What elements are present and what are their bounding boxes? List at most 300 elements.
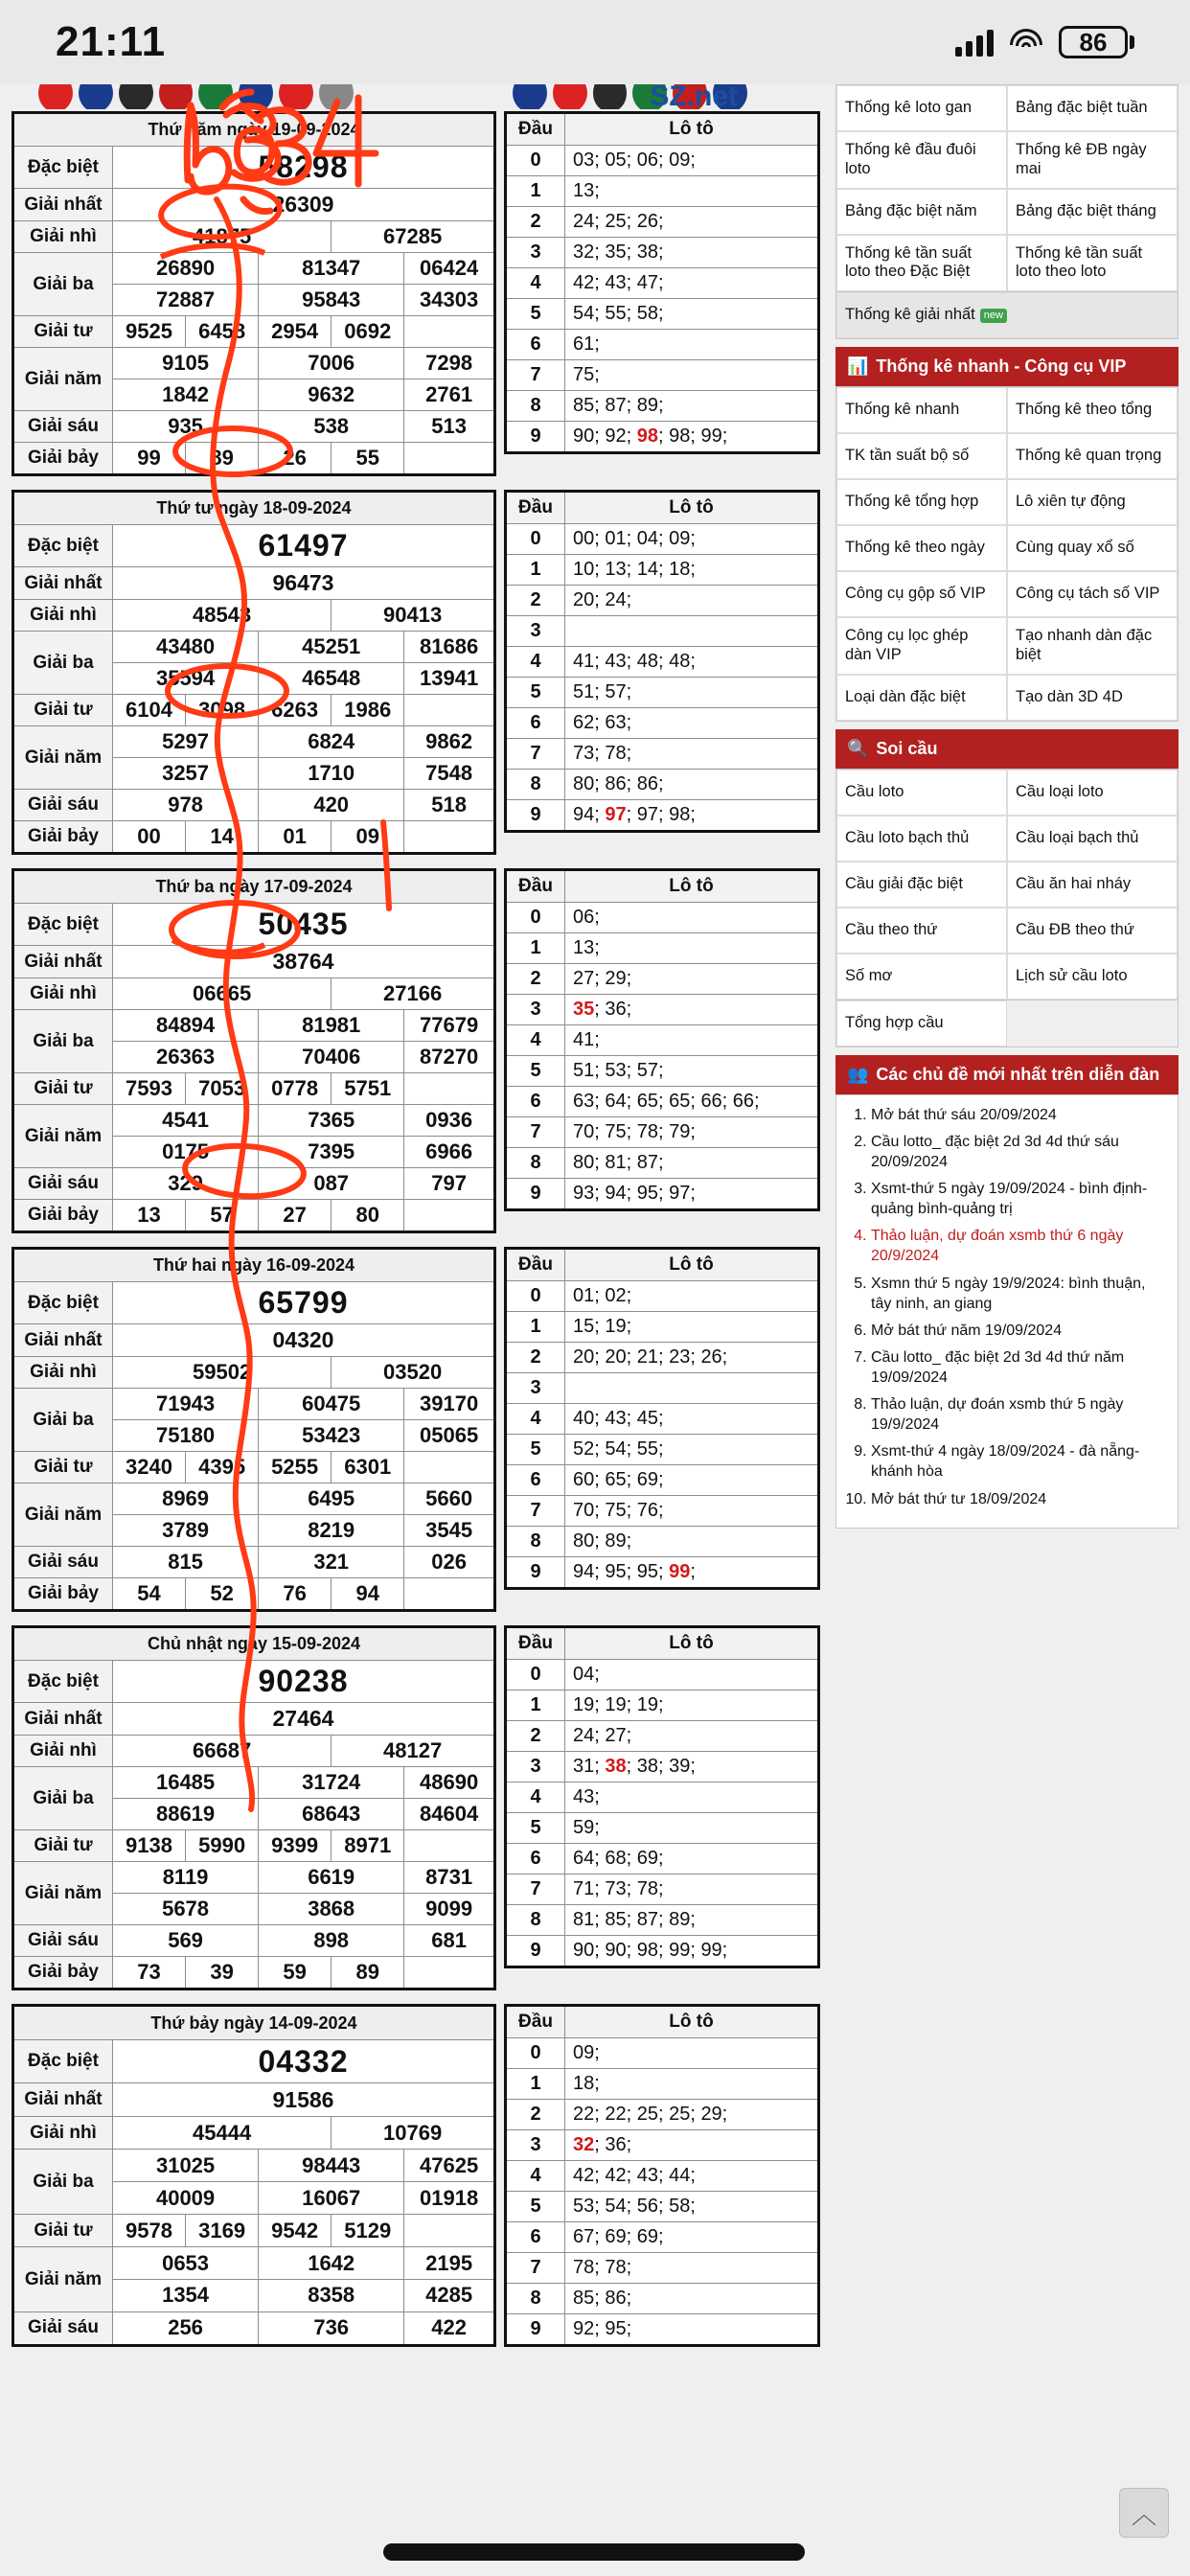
loto-col-loto: Lô tô: [565, 1627, 819, 1660]
prize-value: 7006: [259, 348, 404, 380]
loto-row: [506, 964, 819, 995]
prize-value: 70406: [259, 1042, 404, 1073]
prize-label: Giải tư: [13, 2215, 113, 2247]
prize-label: Giải nhì: [13, 1357, 113, 1389]
prize-value: 06665: [113, 978, 332, 1010]
loto-values: 00; 01; 04; 09;: [565, 524, 819, 555]
sidebar-item-5[interactable]: [1007, 189, 1178, 235]
sidebar-item-1[interactable]: [1007, 85, 1178, 131]
prize-value: 569: [113, 1925, 259, 1957]
prize-value: 09: [332, 821, 404, 854]
prize-value: 3240: [113, 1452, 186, 1484]
forum-item[interactable]: 2. Cầu lotto_ đặc biệt 2d 3d 4d thứ sáu 20/09/2024: [871, 1132, 1168, 1172]
sidebar-item-2[interactable]: [836, 131, 1007, 189]
cau-item-4[interactable]: [836, 862, 1007, 908]
prize-value: 978: [113, 790, 259, 821]
result-table-title: Chủ nhật ngày 15-09-2024: [13, 1627, 495, 1661]
prize-value: 91586: [113, 2083, 495, 2117]
sidebar-item-label: Tổng hợp cầu: [845, 1013, 944, 1031]
day-result-block: [11, 111, 822, 476]
prize-value: 39170: [404, 1389, 495, 1420]
sidebar-item-label: Bảng đặc biệt tháng: [1016, 201, 1156, 219]
wifi-icon: [1009, 29, 1043, 56]
fast-item-7[interactable]: [1007, 525, 1178, 571]
prize-value: 7365: [259, 1105, 404, 1137]
loto-dau: 4: [506, 268, 565, 299]
fast-item-13[interactable]: [1007, 675, 1178, 721]
day-result-block: [11, 1247, 822, 1612]
cau-item-3[interactable]: [1007, 816, 1178, 862]
day-result-block: [11, 1625, 822, 1990]
prize-value: 39: [186, 1957, 259, 1990]
forum-item[interactable]: 6. Mở bát thứ năm 19/09/2024: [871, 1321, 1168, 1341]
status-bar: [0, 0, 1190, 84]
prize-value: 81981: [259, 1010, 404, 1042]
prize-value: 7298: [404, 348, 495, 380]
loto-values: 62; 63;: [565, 708, 819, 739]
result-table-title: Thứ hai ngày 16-09-2024: [13, 1249, 495, 1282]
prize-value: 81347: [259, 253, 404, 285]
loto-col-loto: Lô tô: [565, 1249, 819, 1281]
prize-value: 59502: [113, 1357, 332, 1389]
prize-value: 27: [259, 1200, 332, 1232]
loto-row: [506, 1435, 819, 1465]
forum-item[interactable]: 8. Thảo luận, dự đoán xsmb thứ 5 ngày 19/9/2024: [871, 1394, 1168, 1435]
loto-dau: 0: [506, 524, 565, 555]
prize-label: Giải nhất: [13, 567, 113, 600]
prize-value: 01: [259, 821, 332, 854]
fast-item-12[interactable]: [836, 675, 1007, 721]
sidebar-item-label: Thống kê quan trọng: [1016, 447, 1162, 465]
prize-label: Giải sáu: [13, 2312, 113, 2345]
prize-label: Giải bảy: [13, 1200, 113, 1232]
sidebar-item-7[interactable]: [1007, 235, 1178, 292]
loto-col-loto: Lô tô: [565, 492, 819, 524]
battery-icon: [1059, 26, 1134, 58]
prize-label: Giải sáu: [13, 790, 113, 821]
forum-item[interactable]: 10. Mở bát thứ tư 18/09/2024: [871, 1489, 1168, 1509]
fast-item-4[interactable]: [836, 479, 1007, 525]
results-column: [11, 111, 822, 2360]
loto-dau: 1: [506, 555, 565, 586]
fast-item-5[interactable]: [1007, 479, 1178, 525]
prize-value: 9632: [259, 380, 404, 411]
prize-label: Đặc biệt: [13, 525, 113, 567]
loto-dau: 2: [506, 2100, 565, 2130]
fast-item-1[interactable]: [1007, 387, 1178, 433]
sidebar-item-6[interactable]: [836, 235, 1007, 292]
prize-value: 90413: [332, 600, 495, 632]
prize-value: 6104: [113, 695, 186, 726]
loto-dau: 7: [506, 2253, 565, 2284]
sidebar-item-empty: [1007, 1000, 1178, 1046]
loto-row: [506, 268, 819, 299]
loto-values: 13;: [565, 176, 819, 207]
loto-dau: 7: [506, 739, 565, 770]
prize-label: Giải sáu: [13, 1925, 113, 1957]
prize-label: Giải ba: [13, 1767, 113, 1830]
prize-value: 6495: [259, 1484, 404, 1515]
loto-row: [506, 207, 819, 238]
fast-item-2[interactable]: [836, 433, 1007, 479]
loto-dau: 6: [506, 1465, 565, 1496]
prize-value: 9578: [113, 2215, 186, 2247]
result-table: [11, 111, 496, 476]
loto-dau: 6: [506, 1087, 565, 1117]
forum-item[interactable]: 3. Xsmt-thứ 5 ngày 19/09/2024 - bình định-quảng bình-quảng trị: [871, 1179, 1168, 1219]
section-header-forum: [835, 1055, 1179, 1094]
sidebar-item-label: Tạo dàn 3D 4D: [1016, 687, 1123, 705]
loto-values: 20; 20; 21; 23; 26;: [565, 1343, 819, 1373]
prize-label: Giải ba: [13, 1389, 113, 1452]
prize-value: 6966: [404, 1137, 495, 1168]
prize-label: Giải năm: [13, 726, 113, 790]
prize-value: 43480: [113, 632, 259, 663]
search-icon: 🔍: [847, 738, 869, 758]
loto-table: [504, 868, 820, 1211]
sidebar-item-label: Số mơ: [845, 966, 893, 984]
cau-item-7[interactable]: [1007, 908, 1178, 954]
fast-item-3[interactable]: [1007, 433, 1178, 479]
prize-value: 256: [113, 2312, 259, 2345]
special-prize-value: 90238: [113, 1661, 495, 1703]
prize-value: 538: [259, 411, 404, 443]
prize-value: 45444: [113, 2117, 332, 2150]
prize-label: Giải bảy: [13, 443, 113, 475]
prize-value: 9542: [259, 2215, 332, 2247]
prize-value: 16485: [113, 1767, 259, 1799]
prize-value: 46548: [259, 663, 404, 695]
prize-value: 26890: [113, 253, 259, 285]
prize-label: Giải ba: [13, 1010, 113, 1073]
special-prize-value: 65799: [113, 1282, 495, 1324]
sidebar-item-thong-ke-giai-nhat[interactable]: [836, 292, 1178, 338]
loto-dau: 4: [506, 1404, 565, 1435]
prize-label: Giải nhất: [13, 1324, 113, 1357]
loto-values: 90; 90; 98; 99; 99;: [565, 1936, 819, 1967]
prize-label: Đặc biệt: [13, 904, 113, 946]
loto-values: 32; 35; 38;: [565, 238, 819, 268]
prize-label: Giải năm: [13, 1105, 113, 1168]
fast-item-10[interactable]: [836, 617, 1007, 675]
loto-dau: 8: [506, 1148, 565, 1179]
loto-values: 51; 57;: [565, 678, 819, 708]
prize-value: 9105: [113, 348, 259, 380]
loto-row: [506, 1179, 819, 1210]
fast-item-9[interactable]: [1007, 571, 1178, 617]
loto-row: [506, 330, 819, 360]
sidebar-item-label: Thống kê ĐB ngày mai: [1016, 141, 1147, 177]
prize-value: 31724: [259, 1767, 404, 1799]
prize-label: Giải bảy: [13, 1957, 113, 1990]
prize-label: Giải nhất: [13, 189, 113, 221]
loto-dau: 5: [506, 2192, 565, 2222]
loto-col-loto: Lô tô: [565, 2006, 819, 2038]
prize-value: 5297: [113, 726, 259, 758]
loto-row: [506, 1936, 819, 1967]
prize-label: Giải nhì: [13, 2117, 113, 2150]
prize-value: 513: [404, 411, 495, 443]
loto-values: 81; 85; 87; 89;: [565, 1905, 819, 1936]
loto-values: 19; 19; 19;: [565, 1690, 819, 1721]
prize-value: 321: [259, 1547, 404, 1578]
loto-col-dau: Đầu: [506, 870, 565, 903]
loto-dau: 9: [506, 2314, 565, 2346]
prize-value: 3257: [113, 758, 259, 790]
prize-value: 5678: [113, 1894, 259, 1925]
prize-value: 9099: [404, 1894, 495, 1925]
loto-row: [506, 800, 819, 832]
prize-value: 95843: [259, 285, 404, 316]
prize-value: 84894: [113, 1010, 259, 1042]
fast-item-6[interactable]: [836, 525, 1007, 571]
loto-dau: 8: [506, 1527, 565, 1557]
prize-value: 60475: [259, 1389, 404, 1420]
loto-values: 78; 78;: [565, 2253, 819, 2284]
prize-label: Giải sáu: [13, 411, 113, 443]
loto-row: [506, 1465, 819, 1496]
prize-value: 48127: [332, 1736, 495, 1767]
sidebar-cau-menu-last: [835, 1000, 1179, 1047]
loto-row: [506, 2100, 819, 2130]
loto-values: 70; 75; 76;: [565, 1496, 819, 1527]
sidebar-statistics-menu-last: [835, 292, 1179, 339]
prize-value: 4285: [404, 2280, 495, 2312]
forum-item[interactable]: 4. Thảo luận, dự đoán xsmb thứ 6 ngày 20/9/2024: [871, 1226, 1168, 1266]
prize-value: 34303: [404, 285, 495, 316]
loto-row: [506, 1087, 819, 1117]
loto-values: 75;: [565, 360, 819, 391]
prize-value: 45251: [259, 632, 404, 663]
sidebar-item-label: Cầu loto: [845, 782, 904, 800]
loto-row: [506, 176, 819, 207]
loto-values: 92; 95;: [565, 2314, 819, 2346]
loto-row: [506, 586, 819, 616]
sidebar-item-3[interactable]: [1007, 131, 1178, 189]
section-title: Soi cầu: [876, 738, 938, 758]
prize-value: 2761: [404, 380, 495, 411]
loto-values: 40; 43; 45;: [565, 1404, 819, 1435]
prize-value: 01918: [404, 2182, 495, 2215]
loto-row: [506, 146, 819, 176]
prize-value: 9138: [113, 1830, 186, 1862]
loto-col-loto: Lô tô: [565, 113, 819, 146]
prize-value: 8219: [259, 1515, 404, 1547]
loto-values: 63; 64; 65; 65; 66; 66;: [565, 1087, 819, 1117]
sidebar-fast-menu: [835, 386, 1179, 722]
prize-value: 0653: [113, 2247, 259, 2280]
sidebar-cau-menu: [835, 769, 1179, 1000]
prize-value: 57: [186, 1200, 259, 1232]
prize-value: 98443: [259, 2150, 404, 2182]
sidebar-item-label: Công cụ lọc ghép dàn VIP: [845, 627, 969, 663]
prize-value: 0175: [113, 1137, 259, 1168]
prize-label: Giải bảy: [13, 1578, 113, 1611]
loto-dau: 3: [506, 2130, 565, 2161]
loto-values: 80; 86; 86;: [565, 770, 819, 800]
prize-label: Giải nhì: [13, 600, 113, 632]
prize-value: 26309: [113, 189, 495, 221]
result-table-title: Thứ bảy ngày 14-09-2024: [13, 2006, 495, 2040]
prize-label: Giải năm: [13, 1484, 113, 1547]
section-title: Các chủ đề mới nhất trên diễn đàn: [876, 1064, 1160, 1084]
loto-dau: 0: [506, 1660, 565, 1690]
loto-row: [506, 1117, 819, 1148]
cau-item-6[interactable]: [836, 908, 1007, 954]
prize-value: 48690: [404, 1767, 495, 1799]
loto-row: [506, 1844, 819, 1874]
prize-value: 8971: [332, 1830, 404, 1862]
prize-value: 4541: [113, 1105, 259, 1137]
prize-value: 1986: [332, 695, 404, 726]
prize-value: 3169: [186, 2215, 259, 2247]
loto-values: 80; 81; 87;: [565, 1148, 819, 1179]
prize-value: 75180: [113, 1420, 259, 1452]
loto-dau: 1: [506, 933, 565, 964]
special-prize-value: 58298: [113, 147, 495, 189]
loto-dau: 9: [506, 800, 565, 832]
prize-value: 27166: [332, 978, 495, 1010]
cau-item-0[interactable]: [836, 770, 1007, 816]
scroll-to-top-button[interactable]: ︿: [1119, 2488, 1169, 2538]
prize-label: Giải nhất: [13, 2083, 113, 2117]
sidebar-item-0[interactable]: [836, 85, 1007, 131]
loto-dau: 9: [506, 422, 565, 453]
prize-label: Giải sáu: [13, 1547, 113, 1578]
fast-item-8[interactable]: [836, 571, 1007, 617]
loto-row: [506, 1025, 819, 1056]
sidebar-item-label: Cầu loại loto: [1016, 782, 1104, 800]
fast-item-11[interactable]: [1007, 617, 1178, 675]
loto-row: [506, 678, 819, 708]
loto-dau: 9: [506, 1179, 565, 1210]
forum-item[interactable]: 7. Cầu lotto_ đặc biệt 2d 3d 4d thứ năm 19/09/2024: [871, 1347, 1168, 1388]
forum-item[interactable]: 9. Xsmt-thứ 4 ngày 18/09/2024 - đà nẵng-khánh hòa: [871, 1441, 1168, 1482]
loto-row: [506, 708, 819, 739]
loto-values: 42; 43; 47;: [565, 268, 819, 299]
loto-values: [565, 616, 819, 647]
loto-values: 51; 53; 57;: [565, 1056, 819, 1087]
loto-col-dau: Đầu: [506, 1249, 565, 1281]
loto-row: [506, 903, 819, 933]
loto-dau: 4: [506, 647, 565, 678]
loto-col-dau: Đầu: [506, 1627, 565, 1660]
signal-icon: [955, 28, 994, 57]
loto-values: 70; 75; 78; 79;: [565, 1117, 819, 1148]
site-logo[interactable]: [38, 84, 747, 109]
sidebar-item-label: Thống kê tần suất loto theo Đặc Biệt: [845, 243, 973, 281]
loto-values: 59;: [565, 1813, 819, 1844]
prize-value: 026: [404, 1547, 495, 1578]
sidebar-item-label: Bảng đặc biệt tuần: [1016, 99, 1148, 117]
loto-dau: 8: [506, 391, 565, 422]
cau-item-2[interactable]: [836, 816, 1007, 862]
sidebar-item-tong-hop-cau[interactable]: [836, 1000, 1007, 1046]
sidebar-item-label: Lịch sử cầu loto: [1016, 966, 1128, 984]
prize-value: 736: [259, 2312, 404, 2345]
loto-row: [506, 1874, 819, 1905]
loto-values: 24; 27;: [565, 1721, 819, 1752]
sidebar-item-label: Thống kê tổng hợp: [845, 493, 979, 511]
day-result-block: [11, 490, 822, 855]
loto-values: 71; 73; 78;: [565, 1874, 819, 1905]
loto-row: [506, 2069, 819, 2100]
loto-dau: 3: [506, 1373, 565, 1404]
prize-value: 7593: [113, 1073, 186, 1105]
prize-value: 27464: [113, 1703, 495, 1736]
status-indicators: [955, 26, 1134, 58]
prize-value: 422: [404, 2312, 495, 2345]
prize-label: Đặc biệt: [13, 1661, 113, 1703]
loto-dau: 8: [506, 2284, 565, 2314]
prize-value: 26: [259, 443, 332, 475]
loto-values: 67; 69; 69;: [565, 2222, 819, 2253]
cau-item-1[interactable]: [1007, 770, 1178, 816]
loto-dau: 0: [506, 1281, 565, 1312]
loto-dau: 9: [506, 1557, 565, 1589]
loto-values: 94; 95; 95; 99;: [565, 1557, 819, 1589]
loto-values: 73; 78;: [565, 739, 819, 770]
loto-table: [504, 490, 820, 833]
loto-dau: 2: [506, 964, 565, 995]
sidebar-item-4[interactable]: [836, 189, 1007, 235]
cau-item-8[interactable]: [836, 954, 1007, 1000]
prize-value: 3098: [186, 695, 259, 726]
cau-item-5[interactable]: [1007, 862, 1178, 908]
cau-item-9[interactable]: [1007, 954, 1178, 1000]
battery-level: 86: [1079, 27, 1108, 57]
prize-label: Giải ba: [13, 632, 113, 695]
prize-value: 329: [113, 1168, 259, 1200]
forum-topics: [835, 1094, 1179, 1529]
fast-item-0[interactable]: [836, 387, 1007, 433]
prize-value: 681: [404, 1925, 495, 1957]
section-title: Thống kê nhanh - Công cụ VIP: [876, 356, 1127, 377]
prize-value: 89: [332, 1957, 404, 1990]
loto-row: [506, 1557, 819, 1589]
special-prize-value: 50435: [113, 904, 495, 946]
prize-value: 72887: [113, 285, 259, 316]
loto-dau: 1: [506, 1690, 565, 1721]
loto-col-dau: Đầu: [506, 2006, 565, 2038]
prize-value: 88619: [113, 1799, 259, 1830]
prize-value: 77679: [404, 1010, 495, 1042]
loto-row: [506, 2284, 819, 2314]
loto-table: [504, 2004, 820, 2347]
loto-dau: 6: [506, 1844, 565, 1874]
prize-value: 76: [259, 1578, 332, 1611]
loto-table: [504, 111, 820, 454]
result-table-title: Thứ tư ngày 18-09-2024: [13, 492, 495, 525]
loto-row: [506, 2130, 819, 2161]
prize-value: 8358: [259, 2280, 404, 2312]
prize-value: 6824: [259, 726, 404, 758]
prize-value: 3868: [259, 1894, 404, 1925]
prize-value: 5751: [332, 1073, 404, 1105]
prize-label: Giải nhất: [13, 946, 113, 978]
loto-values: 18;: [565, 2069, 819, 2100]
sidebar-item-label: Cầu ăn hai nháy: [1016, 874, 1132, 892]
forum-item[interactable]: 1. Mở bát thứ sáu 20/09/2024: [871, 1105, 1168, 1125]
prize-value: 0692: [332, 316, 404, 348]
prize-value: 898: [259, 1925, 404, 1957]
loto-dau: 7: [506, 1117, 565, 1148]
prize-label: Giải tư: [13, 316, 113, 348]
forum-item[interactable]: 5. Xsmn thứ 5 ngày 19/9/2024: bình thuận, tây ninh, an giang: [871, 1274, 1168, 1314]
loto-dau: 5: [506, 1056, 565, 1087]
result-table-title: Thứ năm ngày 19-09-2024: [13, 113, 495, 147]
loto-dau: 2: [506, 1721, 565, 1752]
